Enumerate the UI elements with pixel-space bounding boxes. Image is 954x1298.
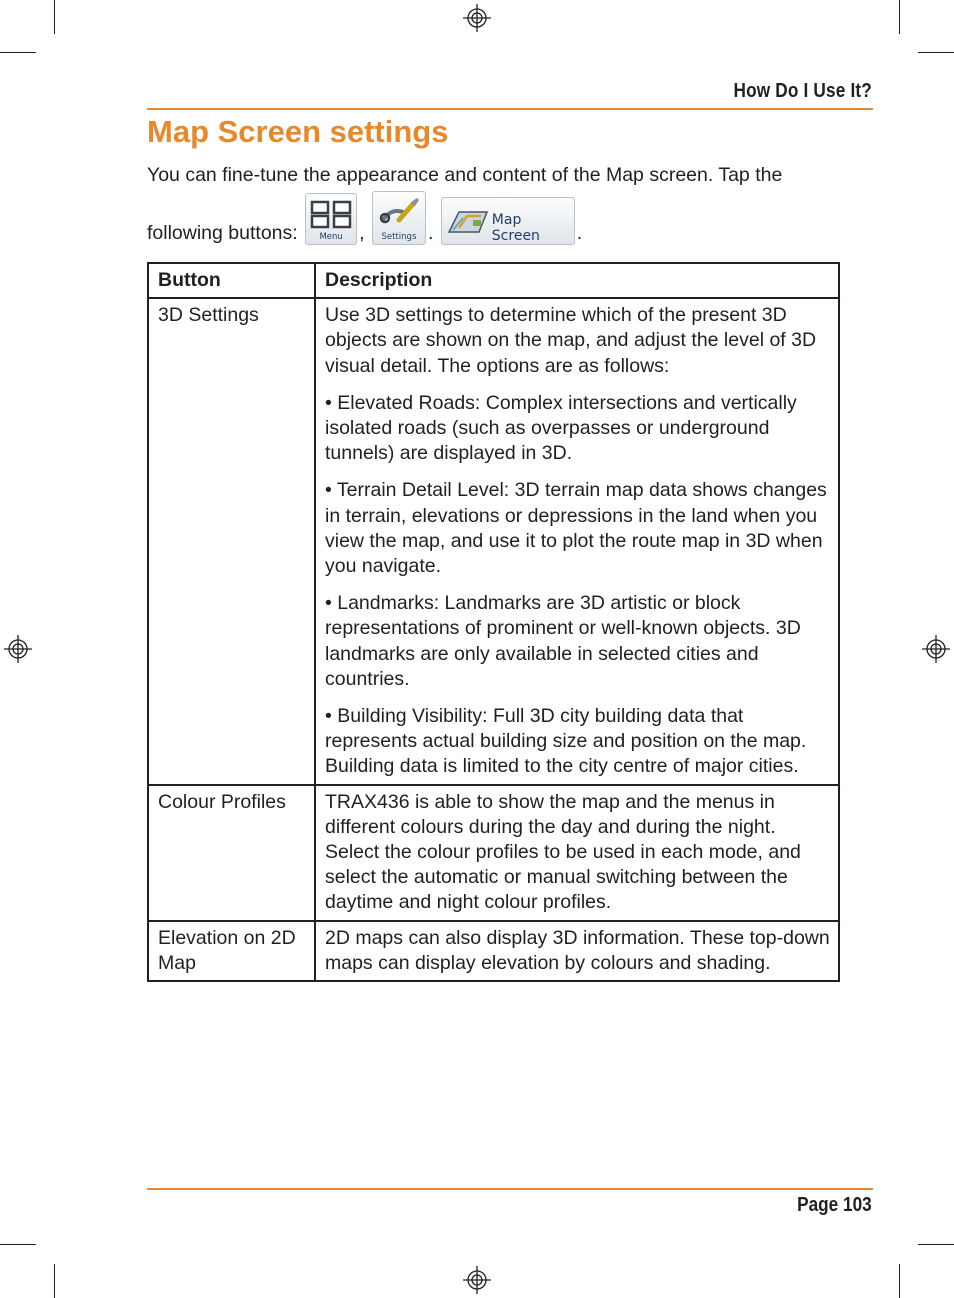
crop-mark bbox=[899, 0, 900, 34]
description-paragraph: 2D maps can also display 3D information. These top-down maps can display elevation by colours and shading. bbox=[325, 926, 830, 974]
crop-mark bbox=[918, 1244, 954, 1245]
description-paragraph: • Building Visibility: Full 3D city building data that represents actual building size and position on the map. Building data is limited to the city centre of major cities. bbox=[325, 705, 807, 778]
separator: . bbox=[576, 222, 583, 244]
table-row bbox=[148, 785, 839, 921]
description-paragraph: • Landmarks: Landmarks are 3D artistic or block representations of prominent or well-known objects. 3D landmarks are only available in selected cities and countries. bbox=[325, 592, 801, 690]
menu-button-image bbox=[305, 193, 357, 245]
crop-mark bbox=[0, 1244, 36, 1245]
map-screen-button-label: Map Screen bbox=[491, 212, 540, 244]
table-row bbox=[148, 298, 839, 784]
description-paragraph: TRAX436 is able to show the map and the menus in different colours during the day and during the night. Select the colour profiles to be used in each mode, and select the automatic or manual switching between the daytime and night colour profiles. bbox=[325, 790, 801, 914]
registration-mark-icon bbox=[4, 635, 32, 663]
settings-table bbox=[147, 262, 840, 982]
section-header: How Do I Use It? bbox=[733, 80, 872, 102]
page-title: Map Screen settings bbox=[147, 114, 449, 149]
settings-button-image bbox=[372, 191, 426, 245]
description-cell bbox=[315, 298, 839, 784]
crop-mark bbox=[54, 0, 55, 34]
intro-line-2 bbox=[147, 185, 582, 245]
intro-prefix: following buttons: bbox=[147, 222, 298, 244]
crop-mark bbox=[899, 1264, 900, 1298]
separator: , bbox=[359, 222, 365, 244]
menu-button-label: Menu bbox=[319, 232, 343, 242]
table-row bbox=[148, 921, 839, 981]
crop-mark bbox=[0, 52, 36, 53]
column-header-description: Description bbox=[315, 263, 839, 298]
description-paragraph: Use 3D settings to determine which of the present 3D objects are shown on the map, and adjust the level of 3D visual detail. The options are as follows: bbox=[325, 304, 817, 377]
registration-mark-icon bbox=[463, 4, 491, 32]
map-screen-icon bbox=[445, 202, 491, 242]
footer-rule bbox=[147, 1188, 873, 1190]
button-cell: Elevation on 2D Map bbox=[148, 921, 315, 981]
crop-mark bbox=[54, 1264, 55, 1298]
table-header-row bbox=[148, 263, 839, 298]
menu-grid-icon bbox=[306, 196, 356, 232]
settings-tools-icon bbox=[373, 194, 425, 232]
button-cell: Colour Profiles bbox=[148, 785, 315, 921]
intro-line-1: You can fine-tune the appearance and content of the Map screen. Tap the bbox=[147, 164, 783, 186]
registration-mark-icon bbox=[922, 635, 950, 663]
settings-button-label: Settings bbox=[381, 232, 417, 242]
button-cell: 3D Settings bbox=[148, 298, 315, 784]
description-cell bbox=[315, 785, 839, 921]
column-header-button: Button bbox=[148, 263, 315, 298]
registration-mark-icon bbox=[463, 1266, 491, 1294]
map-screen-button-image bbox=[441, 197, 575, 245]
crop-mark bbox=[918, 52, 954, 53]
header-rule bbox=[147, 108, 873, 110]
description-paragraph: • Elevated Roads: Complex intersections and vertically isolated roads (such as overpasses or underground tunnels) are displayed in 3D. bbox=[325, 391, 797, 465]
page-number: Page 103 bbox=[797, 1194, 872, 1216]
description-cell bbox=[315, 921, 839, 981]
separator: . bbox=[427, 222, 434, 244]
description-paragraph: • Terrain Detail Level: 3D terrain map data shows changes in terrain, elevations or depressions in the land when you view the map, and use it to plot the route map in 3D when you navigate. bbox=[325, 479, 827, 578]
